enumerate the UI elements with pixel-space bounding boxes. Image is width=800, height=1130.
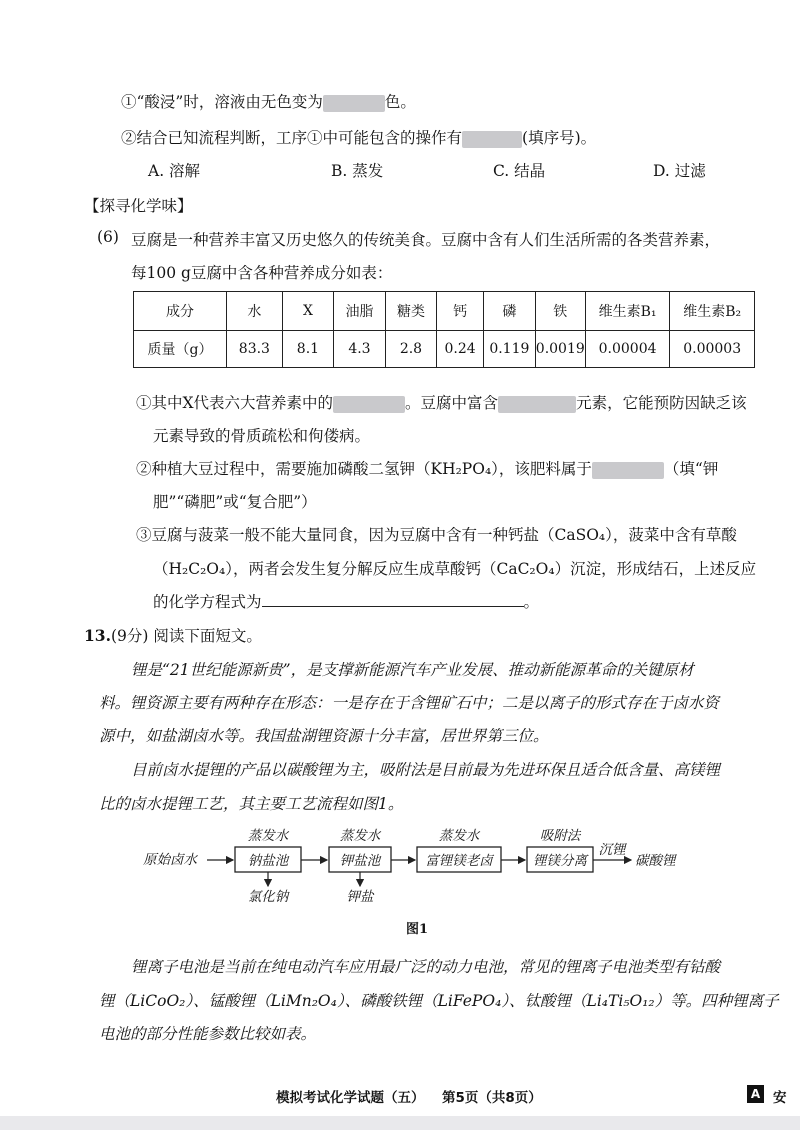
option-a: A. 溶解 <box>148 162 201 180</box>
redacted-answer-3 <box>333 396 405 413</box>
q13-number: 13. <box>84 626 111 645</box>
question-2-suffix: (填序号)。 <box>522 129 597 147</box>
flow-below-label: 钾盐 <box>346 889 374 905</box>
q6-sub1-line1 <box>136 391 747 413</box>
redacted-answer-4 <box>498 396 576 413</box>
q6-sub3-end: 。 <box>523 593 540 611</box>
table-header-cell: 糖类 <box>385 292 437 331</box>
table-header-cell: 维生素B₂ <box>670 292 755 331</box>
question-1-suffix: 色。 <box>384 93 416 111</box>
table-cell: 2.8 <box>385 331 437 368</box>
option-c: C. 结晶 <box>493 162 546 180</box>
version-tag: A <box>747 1085 764 1103</box>
footer-title: 模拟考试化学试题（五） <box>276 1090 425 1106</box>
q6-sub1-part-b: 。豆腐中富含 <box>405 394 499 412</box>
table-header-cell: 成分 <box>134 292 227 331</box>
q13-title <box>84 624 262 646</box>
flow-above-label: 蒸发水 <box>339 828 381 844</box>
q6-sub2-part-b: （填“钾 <box>663 460 719 478</box>
q6-sub3-part-c: 的化学方程式为 <box>153 593 262 611</box>
q6-sub1-line2: 元素导致的骨质疏松和佝偻病。 <box>153 427 371 445</box>
table-cell: 0.00004 <box>585 331 670 368</box>
q13-paragraph3-line1: 锂离子电池是当前在纯电动汽车应用最广泛的动力电池，常见的锂离子电池类型有钴酸 <box>131 958 721 976</box>
table-header-cell: 水 <box>227 292 283 331</box>
redacted-answer-2 <box>462 131 522 148</box>
q6-sub3-line2: （H₂C₂O₄），两者会发生复分解反应生成草酸钙（CaC₂O₄）沉淀，形成结石，上述反应 <box>153 560 757 578</box>
q6-intro-line2: 每100 g豆腐中含各种营养成分如表： <box>131 264 393 282</box>
q6-sub3-line1: ③豆腐与菠菜一般不能大量同食，因为豆腐中含有一种钙盐（CaSO₄），菠菜中含有草酸 <box>136 526 737 544</box>
q13-paragraph3-line3: 电池的部分性能参数比较如表。 <box>99 1025 317 1043</box>
table-cell: 0.24 <box>437 331 484 368</box>
q13-header: (9分) 阅读下面短文。 <box>110 627 262 645</box>
q6-sub2-line1 <box>136 457 718 479</box>
question-2-prefix: ②结合已知流程判断，工序①中可能包含的操作有 <box>121 129 463 147</box>
table-cell: 83.3 <box>227 331 283 368</box>
table-header-cell: 磷 <box>483 292 535 331</box>
table-header-cell: 钙 <box>437 292 484 331</box>
flow-box-label: 富锂镁老卤 <box>425 853 493 869</box>
footer-page-number: 第5页（共8页） <box>442 1090 542 1106</box>
q13-paragraph1-line3: 源中，如盐湖卤水等。我国盐湖锂资源十分丰富，居世界第三位。 <box>99 727 549 745</box>
table-cell: 4.3 <box>334 331 386 368</box>
option-d: D. 过滤 <box>653 162 706 180</box>
table-cell: 0.119 <box>483 331 535 368</box>
table-header-row <box>134 292 755 331</box>
q13-paragraph2-line1: 目前卤水提锂的产品以碳酸锂为主，吸附法是目前最为先进环保且适合低含量、高镁锂 <box>131 761 721 779</box>
q6-sub1-part-a: ①其中X代表六大营养素中的 <box>136 394 334 412</box>
nutrition-table <box>133 291 755 368</box>
section-heading: 【探寻化学味】 <box>84 197 193 215</box>
q6-sub2-part-a: ②种植大豆过程中，需要施加磷酸二氢钾（KH₂PO₄），该肥料属于 <box>136 460 592 478</box>
question-2-line <box>121 126 596 148</box>
flow-start-label: 原始卤水 <box>143 852 197 868</box>
q6-number: (6) <box>97 228 119 246</box>
q6-sub3-line3 <box>153 590 539 612</box>
q13-paragraph2-line2: 比的卤水提锂工艺，其主要工艺流程如图1。 <box>99 795 404 813</box>
process-flow-diagram <box>135 826 695 916</box>
q6-sub1-part-c: 元素，它能预防因缺乏该 <box>576 394 747 412</box>
answer-blank <box>262 592 524 607</box>
table-cell: 8.1 <box>282 331 334 368</box>
flow-arrow-label: 沉锂 <box>598 842 626 858</box>
page-edge-shadow <box>0 1116 800 1130</box>
table-header-cell: X <box>282 292 334 331</box>
q6-intro-line1: 豆腐是一种营养丰富又历史悠久的传统美食。豆腐中含有人们生活所需的各类营养素， <box>131 231 721 249</box>
q13-paragraph1-line1: 锂是“21世纪能源新贵”，是支撑新能源汽车产业发展、推动新能源革命的关键原材 <box>131 661 694 679</box>
flow-above-label: 蒸发水 <box>247 828 289 844</box>
table-cell: 质量（g） <box>134 331 227 368</box>
redacted-answer-1 <box>323 95 385 112</box>
table-header-cell: 油脂 <box>334 292 386 331</box>
q13-paragraph3-line2: 锂（LiCoO₂）、锰酸锂（LiMn₂O₄）、磷酸铁锂（LiFePO₄）、钛酸锂（Li₄Ti₅O₁₂）等。四种锂离子 <box>99 992 779 1010</box>
question-1-line <box>121 90 416 112</box>
footer-right-text: 安 <box>773 1090 787 1106</box>
flow-box-label: 锂镁分离 <box>533 853 587 869</box>
q13-paragraph1-line2: 料。锂资源主要有两种存在形态：一是存在于含锂矿石中；二是以离子的形式存在于卤水资 <box>99 694 720 712</box>
question-1-prefix: ①“酸浸”时，溶液由无色变为 <box>121 93 323 111</box>
table-row <box>134 331 755 368</box>
flow-above-label: 吸附法 <box>539 828 581 844</box>
flow-above-label: 蒸发水 <box>438 828 480 844</box>
redacted-answer-5 <box>592 462 664 479</box>
figure-caption: 图1 <box>406 922 429 937</box>
table-cell: 0.0019 <box>535 331 585 368</box>
flow-box-label: 钾盐池 <box>339 853 381 869</box>
flow-end-label: 碳酸锂 <box>635 853 676 869</box>
table-header-cell: 维生素B₁ <box>585 292 670 331</box>
option-b: B. 蒸发 <box>331 162 384 180</box>
table-header-cell: 铁 <box>535 292 585 331</box>
table-cell: 0.00003 <box>670 331 755 368</box>
flow-box-label: 钠盐池 <box>247 853 289 869</box>
q6-sub2-line2: 肥”“磷肥”或“复合肥”） <box>153 493 317 511</box>
flow-below-label: 氯化钠 <box>247 889 289 905</box>
